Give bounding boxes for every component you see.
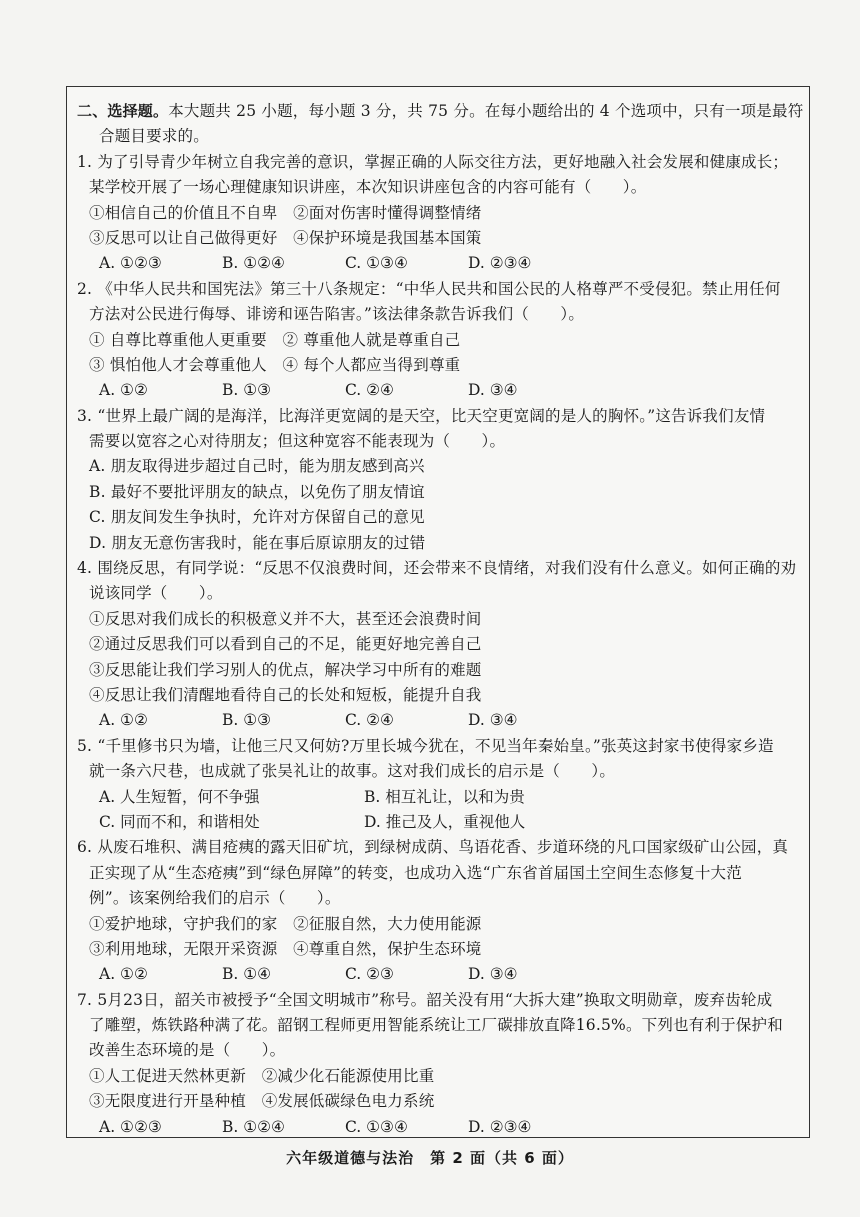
section-intro: 本大题共 25 小题，每小题 3 分，共 75 分。在每小题给出的 4 个选项中，只有一项是最符 bbox=[168, 102, 804, 120]
q2-option-c: C. ②④ bbox=[345, 381, 394, 400]
page-footer: 六年级道德与法治 第 2 面（共 6 面） bbox=[286, 1149, 574, 1167]
exam-border bbox=[66, 86, 810, 1138]
q2-statement: ① 自尊比尊重他人更重要 ② 尊重他人就是尊重自己 bbox=[89, 330, 461, 349]
q4-statement: ②通过反思我们可以看到自己的不足，能更好地完善自己 bbox=[89, 635, 482, 654]
q7-stem-cont: 了雕塑，炼铁路种满了花。韶钢工程师更用智能系统让工厂碳排放直降16.5%。下列也有利于保护和 bbox=[89, 1016, 783, 1035]
q7-stem: 7. 5月23日，韶关市被授予“全国文明城市”称号。韶关没有用“大拆大建”换取文明勋章，废弃齿轮成 bbox=[77, 990, 773, 1009]
q6-statement: ③利用地球，无限开采资源 ④尊重自然，保护生态环境 bbox=[89, 939, 482, 958]
q5-options-row1 bbox=[77, 785, 799, 810]
q3-option-a: A. 朋友取得进步超过自己时，能为朋友感到高兴 bbox=[89, 457, 425, 476]
q7-option-c: C. ①③④ bbox=[345, 1117, 408, 1136]
q7-option-d: D. ②③④ bbox=[468, 1117, 532, 1136]
q1-option-a: A. ①②③ bbox=[99, 254, 162, 273]
q2-option-d: D. ③④ bbox=[468, 381, 518, 400]
q5-stem-cont: 就一条六尺巷，也成就了张吴礼让的故事。这对我们成长的启示是（ ）。 bbox=[89, 762, 616, 781]
q7-statement: ①人工促进天然林更新 ②减少化石能源使用比重 bbox=[89, 1066, 435, 1085]
q1-statement: ①相信自己的价值且不自卑 ②面对伤害时懂得调整情绪 bbox=[89, 203, 482, 222]
q5-option-b: B. 相互礼让，以和为贵 bbox=[364, 787, 525, 806]
q4-options bbox=[77, 708, 799, 733]
q1-options bbox=[77, 251, 799, 276]
q1-statement: ③反思可以让自己做得更好 ④保护环境是我国基本国策 bbox=[89, 228, 482, 247]
q1-option-d: D. ②③④ bbox=[468, 254, 532, 273]
q6-option-a: A. ①② bbox=[99, 965, 148, 984]
q5-stem: 5. “千里修书只为墙，让他三尺又何妨?万里长城今犹在，不见当年秦始皇。”张英这封家书使得家乡造 bbox=[77, 736, 774, 755]
q5-options-row2 bbox=[77, 810, 799, 835]
q2-options bbox=[77, 378, 799, 403]
section-title: 二、选择题。 bbox=[77, 102, 169, 120]
q1-option-b: B. ①②④ bbox=[222, 254, 285, 273]
q3-stem-cont: 需要以宽容之心对待朋友；但这种宽容不能表现为（ ）。 bbox=[89, 432, 506, 451]
q6-option-d: D. ③④ bbox=[468, 965, 518, 984]
q1-option-c: C. ①③④ bbox=[345, 254, 408, 273]
section-intro-line bbox=[77, 99, 804, 124]
q7-statement: ③无限度进行开垦种植 ④发展低碳绿色电力系统 bbox=[89, 1092, 435, 1111]
q5-option-a: A. 人生短暂，何不争强 bbox=[99, 787, 260, 806]
q7-option-b: B. ①②④ bbox=[222, 1117, 285, 1136]
q3-option-d: D. 朋友无意伤害我时，能在事后原谅朋友的过错 bbox=[89, 533, 426, 552]
q4-statement: ④反思让我们清醒地看待自己的长处和短板，能提升自我 bbox=[89, 685, 482, 704]
q2-option-b: B. ①③ bbox=[222, 381, 272, 400]
q3-stem: 3. “世界上最广阔的是海洋，比海洋更宽阔的是天空，比天空更宽阔的是人的胸怀。”这告诉我们友情 bbox=[77, 406, 766, 425]
q4-stem: 4. 围绕反思，有同学说：“反思不仅浪费时间，还会带来不良情绪，对我们没有什么意义。如何正确的劝 bbox=[77, 559, 797, 578]
q4-option-c: C. ②④ bbox=[345, 711, 394, 730]
q6-option-b: B. ①④ bbox=[222, 965, 272, 984]
q4-option-a: A. ①② bbox=[99, 711, 148, 730]
q5-option-d: D. 推己及人，重视他人 bbox=[364, 812, 526, 831]
q6-stem-cont: 例”。该案例给我们的启示（ ）。 bbox=[89, 889, 341, 908]
q7-options bbox=[77, 1115, 799, 1140]
q6-option-c: C. ②③ bbox=[345, 965, 394, 984]
q3-option-b: B. 最好不要批评朋友的缺点，以免伤了朋友情谊 bbox=[89, 482, 425, 501]
q2-stem-cont: 方法对公民进行侮辱、诽谤和诬告陷害。”该法律条款告诉我们（ ）。 bbox=[89, 305, 585, 324]
q4-stem-cont: 说该同学（ ）。 bbox=[89, 584, 223, 603]
q4-option-d: D. ③④ bbox=[468, 711, 518, 730]
q4-statement: ③反思能让我们学习别人的优点，解决学习中所有的难题 bbox=[89, 660, 482, 679]
q2-option-a: A. ①② bbox=[99, 381, 148, 400]
q4-option-b: B. ①③ bbox=[222, 711, 272, 730]
q2-stem: 2. 《中华人民共和国宪法》第三十八条规定：“中华人民共和国公民的人格尊严不受侵犯。禁止用任何 bbox=[77, 279, 781, 298]
q1-stem-cont: 某学校开展了一场心理健康知识讲座，本次知识讲座包含的内容可能有（ ）。 bbox=[89, 178, 647, 197]
q4-statement: ①反思对我们成长的积极意义并不大，甚至还会浪费时间 bbox=[89, 609, 482, 628]
q6-options bbox=[77, 962, 799, 987]
q6-stem: 6. 从废石堆积、满目疮痍的露天旧矿坑，到绿树成荫、鸟语花香、步道环绕的凡口国家级矿山公园，真 bbox=[77, 838, 789, 857]
q6-statement: ①爱护地球，守护我们的家 ②征服自然，大力使用能源 bbox=[89, 914, 482, 933]
q3-option-c: C. 朋友间发生争执时，允许对方保留自己的意见 bbox=[89, 508, 425, 527]
q2-statement: ③ 惧怕他人才会尊重他人 ④ 每个人都应当得到尊重 bbox=[89, 355, 461, 374]
section-intro-cont: 合题目要求的。 bbox=[99, 127, 209, 146]
q1-stem: 1. 为了引导青少年树立自我完善的意识，掌握正确的人际交往方法，更好地融入社会发展和健康成长； bbox=[77, 152, 789, 171]
question-section bbox=[77, 99, 804, 1140]
q6-stem-cont: 正实现了从“生态疮痍”到“绿色屏障”的转变，也成功入选“广东省首届国土空间生态修复十大范 bbox=[89, 863, 742, 882]
q5-option-c: C. 同而不和，和谐相处 bbox=[99, 812, 260, 831]
q7-stem-cont: 改善生态环境的是（ ）。 bbox=[89, 1041, 286, 1060]
q7-option-a: A. ①②③ bbox=[99, 1117, 162, 1136]
